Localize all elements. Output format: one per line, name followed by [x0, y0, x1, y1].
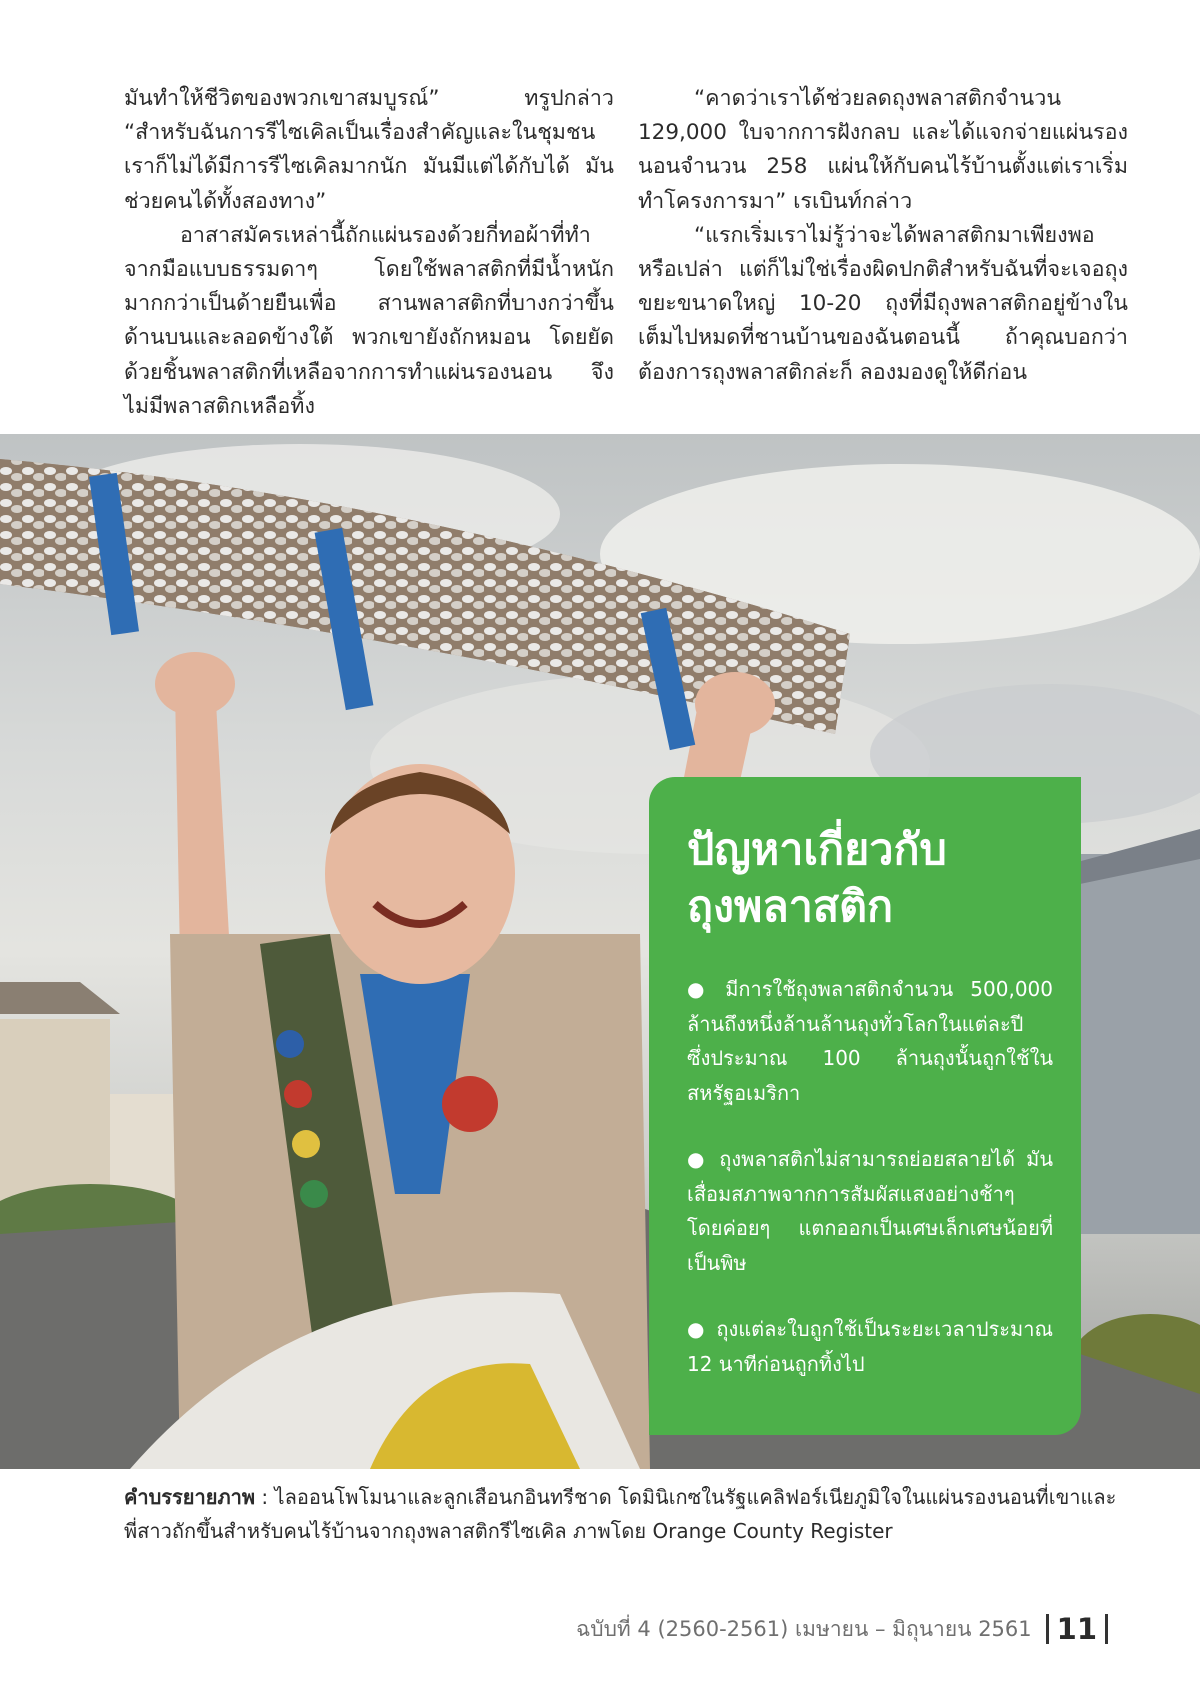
info-box-item-text: ถุงแต่ละใบถูกใช้เป็นระยะเวลาประมาณ 12 นาทีก่อนถูกทิ้งไป [687, 1317, 1053, 1376]
info-box-list [687, 972, 1053, 1381]
article-column-right [638, 82, 1128, 390]
paragraph: อาสาสมัครเหล่านี้ถักแผ่นรองด้วยกี่ทอผ้าที่ทำจากมือแบบธรรมดาๆ โดยใช้พลาสติกที่มีน้ำหนักมากกว่าเป็นด้ายยืนเพื่อ สานพลาสติกที่บางกว่าขึ้นด้านบนและลอดข้างใต้ พวกเขายังถักหมอน โดยยัดด้วยชิ้นพลาสติกที่เหลือจากการทำแผ่นรองนอน จึงไม่มีพลาสติกเหลือทิ้ง [124, 222, 614, 419]
info-box-item [687, 972, 1053, 1110]
info-box-item-text: มีการใช้ถุงพลาสติกจำนวน 500,000 ล้านถึงหนึ่งล้านล้านถุงทั่วโลกในแต่ละปี ซึ่งประมาณ 100 ล้านถุงนั้นถูกใช้ในสหรัฐอเมริกา [687, 977, 1053, 1105]
paragraph: “แรกเริ่มเราไม่รู้ว่าจะได้พลาสติกมาเพียงพอหรือเปล่า แต่ก็ไม่ใช่เรื่องผิดปกติสำหรับฉันที่จะเจอถุงขยะขนาดใหญ่ 10-20 ถุงที่มีถุงพลาสติกอยู่ข้างในเต็มไปหมดที่ชานบ้านของฉันตอนนี้ ถ้าคุณบอกว่าต้องการถุงพลาสติกล่ะก็ ลองมองดูให้ดีก่อน [638, 222, 1128, 385]
info-box-title-line: ปัญหาเกี่ยวกับ [687, 825, 947, 875]
page-number: 11 [1056, 1612, 1097, 1646]
info-box-title-line: ถุงพลาสติก [687, 882, 894, 932]
info-box-title [687, 822, 1053, 936]
paragraph: “คาดว่าเราได้ช่วยลดถุงพลาสติกจำนวน 129,000 ใบจากการฝังกลบ และได้แจกจ่ายแผ่นรองนอนจำนวน 258 แผ่นให้กับคนไร้บ้านตั้งแต่เราเริ่มทำโครงการมา” เรเบินท์กล่าว [638, 86, 1128, 214]
caption-separator: : [255, 1485, 275, 1509]
photo-caption [124, 1480, 1124, 1548]
caption-text: ไลออนโพโมนาและลูกเสือนกอินทรีชาด โดมินิเกซในรัฐแคลิฟอร์เนียภูมิใจในแผ่นรองนอนที่เขาและพี่สาวถักขึ้นสำหรับคนไร้บ้านจากถุงพลาสติกรีไซเคิล ภาพโดย Orange County Register [124, 1485, 1117, 1543]
info-box-item [687, 1142, 1053, 1280]
info-box-item-text: ถุงพลาสติกไม่สามารถย่อยสลายได้ มันเสื่อมสภาพจากการสัมผัสแสงอย่างช้าๆ โดยค่อยๆ แตกออกเป็นเศษเล็กเศษน้อยที่เป็นพิษ [687, 1147, 1053, 1275]
divider [1105, 1614, 1108, 1644]
page-footer [576, 1609, 1108, 1649]
paragraph: มันทำให้ชีวิตของพวกเขาสมบูรณ์” ทรูปกล่าว “สำหรับฉันการรีไซเคิลเป็นเรื่องสำคัญและในชุมชนเราก็ไม่ได้มีการรีไซเคิลมากนัก มันมีแต่ได้กับได้ มันช่วยคนได้ทั้งสองทาง” [124, 86, 614, 214]
article-column-left [124, 82, 614, 424]
bullet-icon: ● [687, 1317, 707, 1341]
bullet-icon: ● [687, 1147, 710, 1171]
caption-label: คำบรรยายภาพ [124, 1485, 256, 1509]
info-box-item [687, 1312, 1053, 1381]
info-box-plastic-bag-problems [649, 777, 1081, 1435]
divider [1046, 1614, 1049, 1644]
bullet-icon: ● [687, 977, 716, 1001]
issue-info: ฉบับที่ 4 (2560-2561) เมษายน – มิถุนายน 2561 [575, 1616, 1032, 1641]
